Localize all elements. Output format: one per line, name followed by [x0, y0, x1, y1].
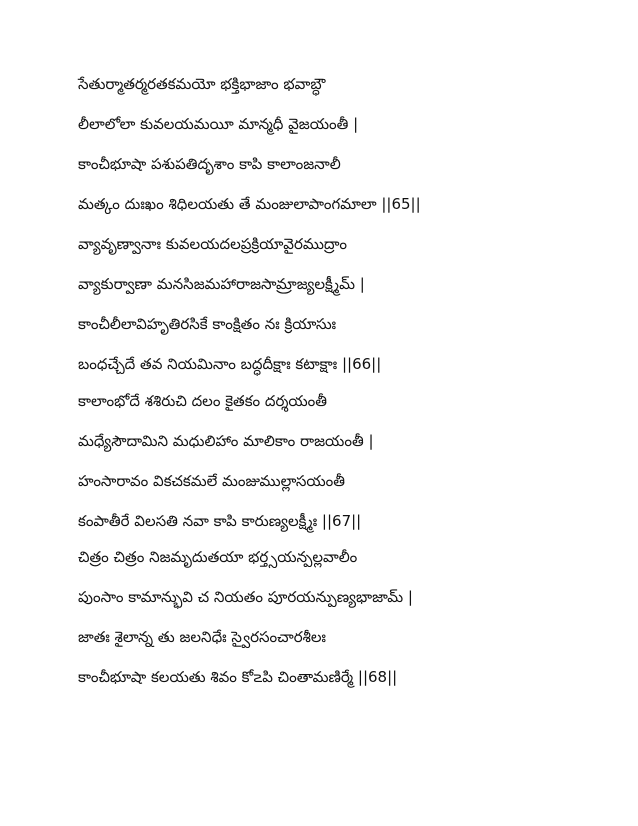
verse-line: కాంచీలీలావిహృతిరసికే కాంక్షితం నః క్రియాసుః [78, 315, 337, 333]
verse-line: చిత్రం చిత్రం నిజమృదుతయా భర్త్సయన్పల్లవాలీం [78, 548, 358, 566]
verse-line: మధ్యేసౌదామిని మధులిహాం మాలికాం రాజయంతీ | [78, 432, 374, 450]
verse-line: సేతుర్మాతర్మరతకమయో భక్తిభాజాం భవాబ్ధౌ [78, 75, 326, 93]
verse-line: మత్కం దుఃఖం శిధిలయతు తే మంజులాపాంగమాలా ||65|| [78, 195, 421, 213]
verse-line: బంధచ్చేదే తవ నియమినాం బద్ధదీక్షాః కటాక్షాః ||66|| [78, 355, 382, 373]
verse-line: లీలాలోలా కువలయమయీ మాన్మధీ వైజయంతీ | [78, 115, 359, 133]
verse-66 [78, 235, 598, 395]
verse-line: వ్యావృణ్వానాః కువలయదలప్రక్రియావైరముద్రాం [78, 235, 347, 253]
verse-line: జాతః శైలాన్న తు జలనిధేః స్వైరసంచారశీలః [78, 628, 326, 646]
verse-line: కంపాతీరే విలసతి నవా కాపి కారుణ్యలక్ష్మీః ||67|| [78, 512, 362, 530]
verse-line: వ్యాకుర్వాణా మనసిజమహారాజసామ్రాజ్యలక్ష్మీమ్ | [78, 275, 365, 293]
verse-line: హంసారావం వికచకమలే మంజుముల్లాసయంతీ [78, 472, 346, 490]
verse-68 [78, 548, 598, 708]
verse-line: కాలాంభోదే శశిరుచి దలం కైతకం దర్శయంతీ [78, 392, 328, 410]
verse-line: కాంచీభూషా కలయతు శివం కో౽పి చింతామణిర్మే ||68|| [78, 668, 398, 686]
verse-67 [78, 392, 598, 552]
verse-65 [78, 75, 598, 235]
verse-line: పుంసాం కామాన్భువి చ నియతం పూరయన్పుణ్యభాజామ్ | [78, 588, 413, 606]
verse-line: కాంచీభూషా పశుపతిదృశాం కాపి కాలాంజనాలీ [78, 155, 341, 173]
